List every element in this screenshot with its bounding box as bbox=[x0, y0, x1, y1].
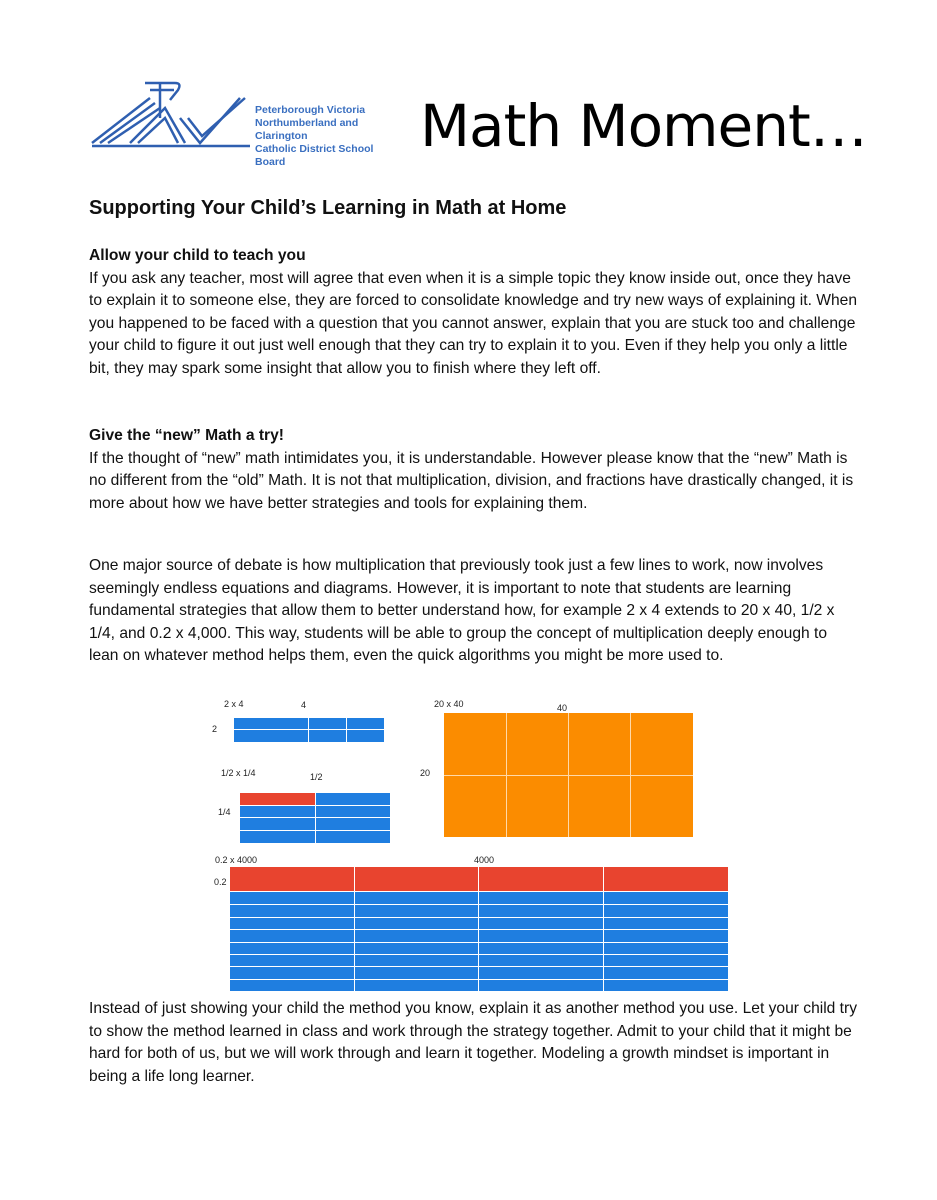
diagram-decimal-top-label: 4000 bbox=[474, 855, 495, 865]
diagram-half-quarter-title: 1/2 x 1/4 bbox=[221, 768, 256, 778]
section-new-math bbox=[89, 425, 859, 515]
section-growth-mindset bbox=[89, 998, 859, 1088]
diagram-half-quarter-highlight bbox=[240, 793, 315, 805]
page-title: Math Moment… bbox=[420, 92, 867, 160]
diagram-2x4-side-label: 2 bbox=[212, 724, 218, 734]
diagram-2x4-grid bbox=[234, 718, 384, 742]
diagram-2x4-title: 2 x 4 bbox=[224, 699, 244, 709]
section-debate-text: One major source of debate is how multiplication that previously took just a few lines to work, now involves seemingly endless equations and diagrams. However, it is important to note that students are learning fundamental strategies that allow them to better understand how, for example 2 x 4 extends to 20 x 40, 1/2 x 1/4, and 0.2 x 4,000. This way, students will be able to group the concept of multiplication deeply enough to lean on whatever method helps them, even the quick algorithms you might be more used to. bbox=[89, 557, 835, 664]
diagram-half-quarter-side-label: 1/4 bbox=[218, 807, 231, 817]
diagram-decimal-grid bbox=[230, 867, 728, 991]
diagram-half-quarter-top-label: 1/2 bbox=[310, 772, 323, 782]
logo-line-2: Northumberland and Clarington bbox=[255, 117, 359, 142]
diagram-half-quarter-grid bbox=[240, 793, 390, 843]
section-growth-mindset-text: Instead of just showing your child the method you know, explain it as another method you use. Let your child try to show the method learned in class and work through the strategy together. Admit to your child that it might be hard for both of us, but we will work through and learn it together. Modeling a growth mindset is important in being a life long learner. bbox=[89, 1000, 857, 1085]
logo-text bbox=[255, 104, 395, 169]
section-teach-text: If you ask any teacher, most will agree that even when it is a simple topic they know inside out, once they have to explain it to someone else, they are forced to consolidate knowledge and try new ways of explaining it. When you happened to be faced with a question that you cannot answer, explain that you are stuck too and challenge your child to figure it out just well enough that they can try to explain it to you. Even if they help you only a little bit, they may spark some insight that allow you to finish where they left off. bbox=[89, 269, 857, 377]
logo-mark-icon bbox=[90, 78, 250, 153]
diagram-20x40-title: 20 x 40 bbox=[434, 699, 464, 709]
diagram-decimal-side-label: 0.2 bbox=[214, 877, 227, 887]
diagram-20x40-grid bbox=[444, 713, 693, 837]
section-debate bbox=[89, 555, 859, 668]
diagram-20x40-side-label: 20 bbox=[420, 768, 431, 778]
diagram-decimal-title: 0.2 x 4000 bbox=[215, 855, 258, 865]
document-heading: Supporting Your Child’s Learning in Math at Home bbox=[89, 197, 567, 219]
section-new-math-title: Give the “new” Math a try! bbox=[89, 427, 284, 444]
logo-line-3: Catholic District School Board bbox=[255, 143, 374, 168]
diagram-20x40-top-label: 40 bbox=[557, 703, 568, 713]
section-teach-title: Allow your child to teach you bbox=[89, 247, 306, 264]
diagram-decimal-highlight bbox=[230, 867, 728, 891]
section-new-math-text: If the thought of “new” math intimidates you, it is understandable. However please know that the “new” Math is no different from the “old” Math. It is not that multiplication, division, and fractions have drastically changed, it is more about how we have better strategies and tools for explaining them. bbox=[89, 449, 854, 512]
section-teach bbox=[89, 245, 859, 380]
diagram-2x4-top-label: 4 bbox=[301, 700, 307, 710]
logo-line-1: Peterborough Victoria bbox=[255, 104, 366, 116]
